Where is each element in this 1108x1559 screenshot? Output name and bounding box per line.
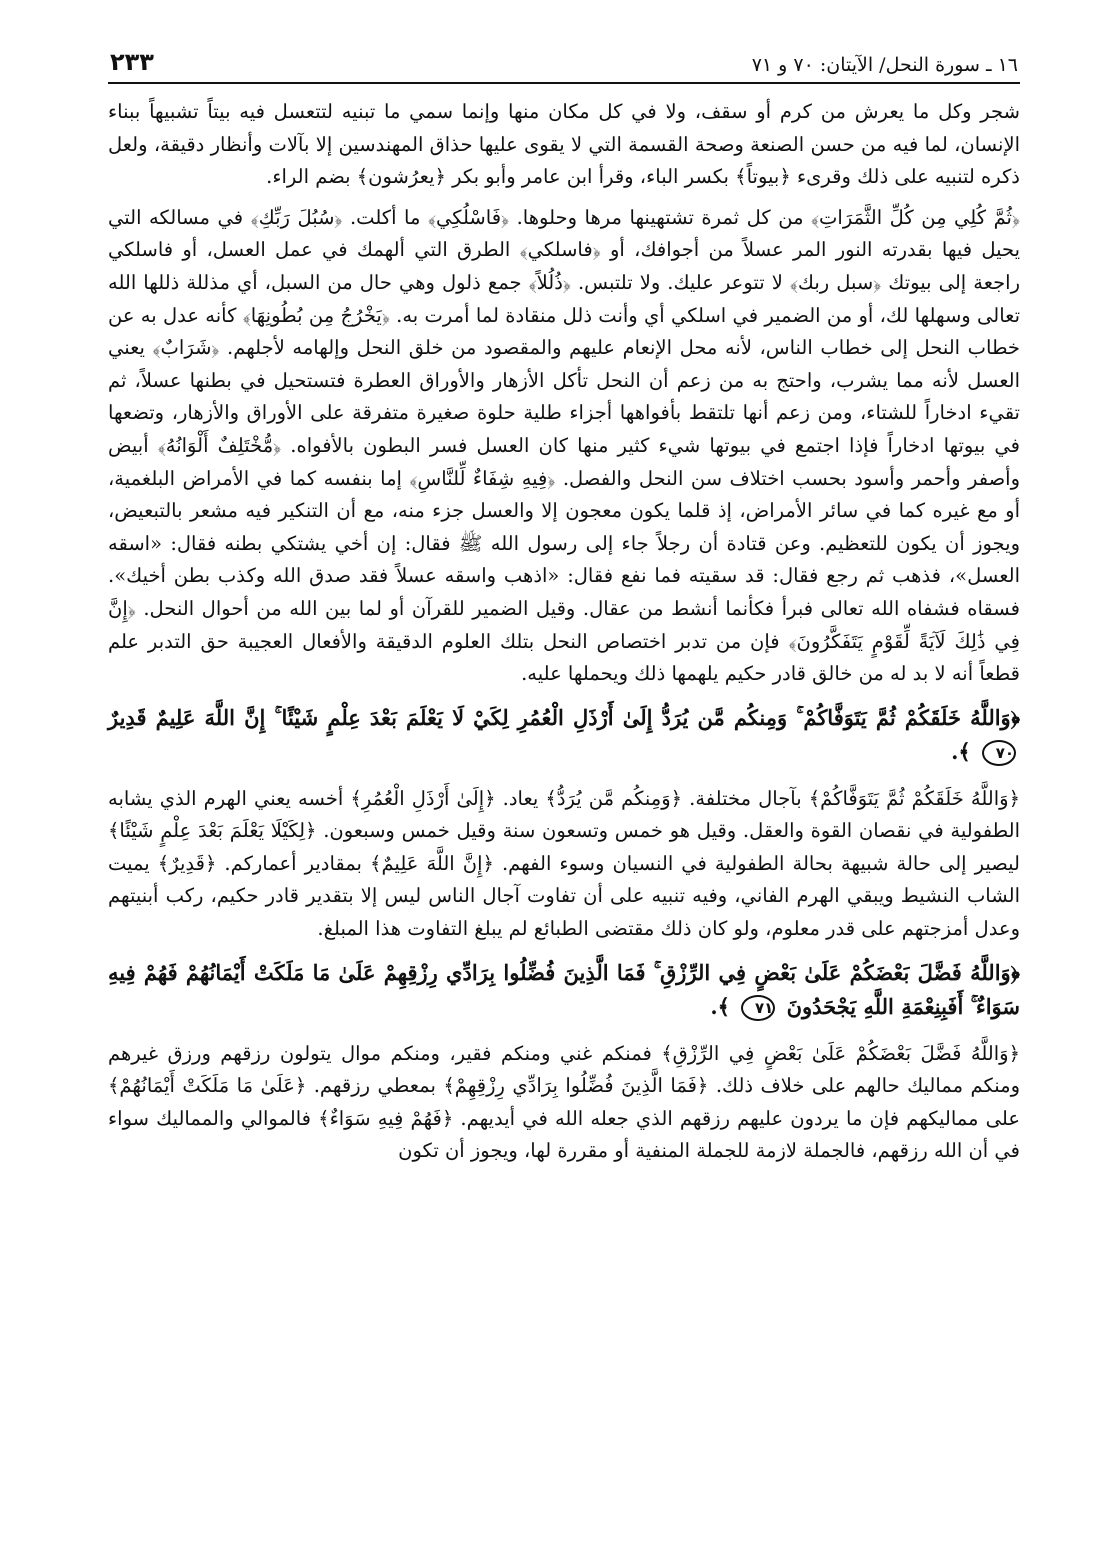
quran-verse-71 <box>108 956 1020 1024</box>
verse-71-text: ﴿وَاللَّهُ فَضَّلَ بَعْضَكُمْ عَلَىٰ بَعْضٍ فِي الرِّزْقِ ۚ فَمَا الَّذِينَ فُضِّلُوا بِرَادِّي رِزْقِهِمْ عَلَىٰ مَا مَلَكَتْ أَيْمَانُهُمْ فَهُمْ فِيهِ سَوَاءٌ ۚ أَفَبِنِعْمَةِ اللَّهِ يَجْحَدُونَ <box>108 959 1020 1019</box>
running-title: ١٦ ـ سورة النحل/ الآيتان: ٧٠ و ٧١ <box>751 54 1018 76</box>
quran-verse-70 <box>108 701 1020 769</box>
page-header <box>108 40 1020 84</box>
paragraph-commentary-69: ﴿ثُمَّ كُلِي مِن كُلِّ الثَّمَرَاتِ﴾ من كل ثمرة تشتهينها مرها وحلوها. ﴿فَاسْلُكِي﴾ ما أكلت. ﴿سُبُلَ رَبِّكِ﴾ في مسالكه التي يحيل فيها بقدرته النور المر عسلاً من أجوافك، أو ﴿فاسلكي﴾ الطرق التي ألهمك في عمل العسل، أو فاسلكي راجعة إلى بيوتك ﴿سبل ربك﴾ لا تتوعر عليك. ولا تلتبس. ﴿ذُلُلاً﴾ جمع ذلول وهي حال من السبل، أي مذللة ذللها الله تعالى وسهلها لك، أو من الضمير في اسلكي أي وأنت ذلل منقادة لما أمرت به. ﴿يَخْرُجُ مِن بُطُونِهَا﴾ كأنه عدل به عن خطاب النحل إلى خطاب الناس، لأنه محل الإنعام عليهم والمقصود من خلق النحل وإلهامه لأجلهم. ﴿شَرَابٌ﴾ يعني العسل لأنه مما يشرب، واحتج به من زعم أن النحل تأكل الأزهار والأوراق العطرة فتستحيل في بطنها عسلاً، ثم تقيء ادخاراً للشتاء، ومن زعم أنها تلتقط بأفواهها أجزاء طلية حلوة صغيرة متفرقة على الأوراق والأزهار، وتضعها في بيوتها ادخاراً فإذا اجتمع في بيوتها شيء كثير منها كان العسل فسر البطون بالأفواه. ﴿مُّخْتَلِفٌ أَلْوَانُهُ﴾ أبيض وأصفر وأحمر وأسود بحسب اختلاف سن النحل والفصل. ﴿فِيهِ شِفَاءٌ لِّلنَّاسِ﴾ إما بنفسه كما في الأمراض البلغمية، أو مع غيره كما في سائر الأمراض، إذ قلما يكون معجون إلا والعسل جزء منه، مع أن التنكير فيه مشعر بالتبعيض، ويجوز أن يكون للتعظيم. وعن قتادة أن رجلاً جاء إلى رسول الله ﷺ فقال: إن أخي يشتكي بطنه فقال: «اسقه العسل»، فذهب ثم رجع فقال: قد سقيته فما نفع فقال: «اذهب واسقه عسلاً فقد صدق الله وكذب بطن أخيك». فسقاه فشفاه الله تعالى فبرأ فكأنما أنشط من عقال. وقيل الضمير للقرآن أو لما بين الله من أحوال النحل. ﴿إِنَّ فِي ذَٰلِكَ لَآيَةً لِّقَوْمٍ يَتَفَكَّرُونَ﴾ فإن من تدبر اختصاص النحل بتلك العلوم الدقيقة والأفعال العجيبة حق التدبر علم قطعاً أنه لا بد له من خالق قادر حكيم يلهمها ذلك ويحملها عليه. <box>108 205 1020 686</box>
paragraph-commentary-70: ﴿وَاللَّهُ خَلَقَكُمْ ثُمَّ يَتَوَفَّاكُمْ﴾ بآجال مختلفة. ﴿وَمِنكُم مَّن يُرَدُّ﴾ يعاد. ﴿إِلَىٰ أَرْذَلِ الْعُمُرِ﴾ أخسه يعني الهرم الذي يشابه الطفولية في نقصان القوة والعقل. وقيل هو خمس وتسعون سنة وقيل خمس وسبعون. ﴿لِكَيْلَا يَعْلَمَ بَعْدَ عِلْمٍ شَيْئًا﴾ ليصير إلى حالة شبيهة بحالة الطفولية في النسيان وسوء الفهم. ﴿إِنَّ اللَّهَ عَلِيمٌ﴾ بمقادير أعماركم. ﴿قَدِيرٌ﴾ يميت الشاب النشيط ويبقي الهرم الفاني، وفيه تنبيه على أن تفاوت آجال الناس ليس إلا بتقدير قادر حكيم، ركب أبنيتهم وعدل أمزجتهم على قدر معلوم، ولو كان ذلك مقتضى الطبائع لم يبلغ التفاوت هذا المبلغ. <box>108 786 1020 941</box>
page-number: ٢٣٣ <box>110 48 154 76</box>
verse-70-closing: ﴾. <box>951 738 971 764</box>
paragraph-commentary-71: ﴿وَاللَّهُ فَضَّلَ بَعْضَكُمْ عَلَىٰ بَعْضٍ فِي الرِّزْقِ﴾ فمنكم غني ومنكم فقير، ومنكم موال يتولون رزقهم ورزق غيرهم ومنكم مماليك حالهم على خلاف ذلك. ﴿فَمَا الَّذِينَ فُضِّلُوا بِرَادِّي رِزْقِهِمْ﴾ بمعطي رزقهم. ﴿عَلَىٰ مَا مَلَكَتْ أَيْمَانُهُمْ﴾ على مماليكهم فإن ما يردون عليهم رزقهم الذي جعله الله في أيديهم. ﴿فَهُمْ فِيهِ سَوَاءٌ﴾ فالموالي والمماليك سواء في أن الله رزقهم، فالجملة لازمة للجملة المنفية أو مقررة لها، ويجوز أن تكون <box>108 1041 1020 1163</box>
page <box>108 40 1020 1176</box>
verse-71-closing: ﴾. <box>710 993 730 1019</box>
ayah-number-marker-70: ٧٠ <box>982 740 1016 766</box>
verse-70-text: ﴿وَاللَّهُ خَلَقَكُمْ ثُمَّ يَتَوَفَّاكُمْ ۚ وَمِنكُم مَّن يُرَدُّ إِلَىٰ أَرْذَلِ الْعُمُرِ لِكَيْ لَا يَعْلَمَ بَعْدَ عِلْمٍ شَيْئًا ۚ إِنَّ اللَّهَ عَلِيمٌ قَدِيرٌ <box>108 704 1020 730</box>
paragraph-intro: شجر وكل ما يعرش من كرم أو سقف، ولا في كل مكان منها وإنما سمي ما تبنيه لتتعسل فيه بيتاً تشبيهاً ببناء الإنسان، لما فيه من حسن الصنعة وصحة القسمة التي لا يقوى عليها حذاق المهندسين إلا بآلات وأنظار دقيقة، ولعل ذكره لتنبيه على ذلك وقرىء ﴿بيوتاً﴾ بكسر الباء، وقرأ ابن عامر وأبو بكر ﴿يعرُشون﴾ بضم الراء. <box>108 100 1020 189</box>
ayah-number-marker-71: ٧١ <box>741 995 775 1021</box>
body-text <box>108 96 1020 1168</box>
